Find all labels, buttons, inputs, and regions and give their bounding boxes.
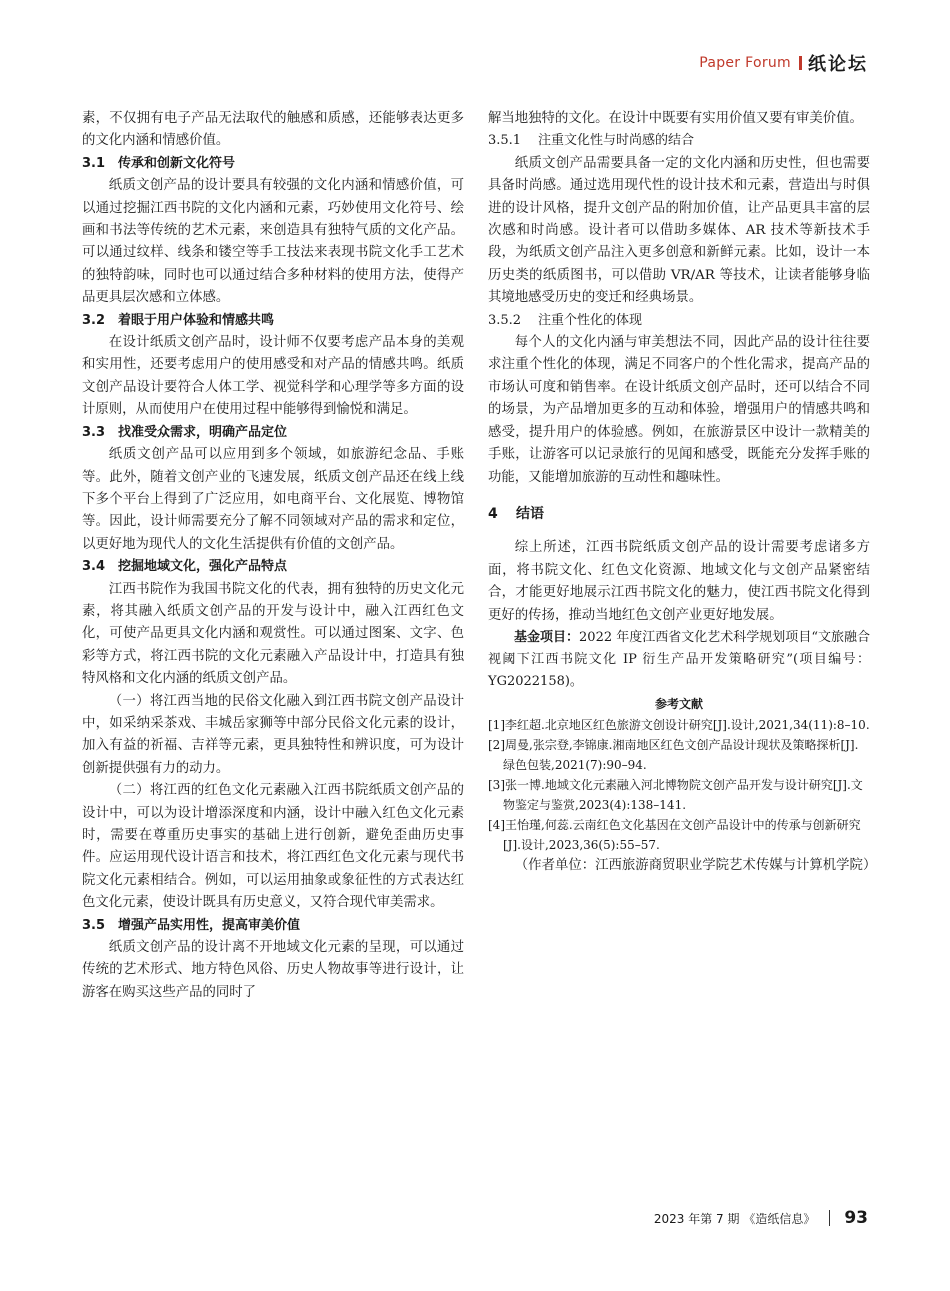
paragraph: 纸质文创产品需要具备一定的文化内涵和历史性，但也需要具备时尚感。通过选用现代性的设计技术和元素，营造出与时俱进的设计风格，提升文创产品的附加价值，让产品更具丰富的层次感和时尚感。设计者可以借助多媒体、AR 技术等新技术手段，为纸质文创产品注入更多创意和新鲜元素。比如，设计一本历史类的纸质图书，可以借助 VR/AR 等技术，让读者能够身临其境地感受历史的变迁和经典场景。 (488, 155, 870, 306)
header-brand-en: Paper Forum (699, 55, 791, 71)
section-heading-3-4 (82, 556, 464, 578)
journal-issue: 2023 年第 7 期 《造纸信息》 (653, 1211, 816, 1226)
section-number: 3.4 (82, 559, 106, 575)
section-heading-3-5 (82, 915, 464, 937)
fund-note (488, 627, 870, 693)
left-column (82, 108, 464, 1004)
section-heading-3-5-1 (488, 130, 870, 152)
paragraph: 综上所述，江西书院纸质文创产品的设计需要考虑诸多方面，将书院文化、红色文化资源、地域文化与文创产品紧密结合，才能更好地展示江西书院文化的魅力，使江西书院文化得到更好的传扬，推动当地红色文创产业更好地发展。 (488, 540, 870, 623)
section-heading-3-2 (82, 310, 464, 332)
paragraph: 纸质文创产品的设计离不开地域文化元素的呈现，可以通过传统的艺术形式、地方特色风俗、历史人物故事等进行设计，让游客在购买这些产品的同时了 (82, 940, 464, 1000)
section-heading-4 (488, 503, 870, 525)
reference-item: [1]李红超.北京地区红色旅游文创设计研究[J].设计,2021,34(11):8–10. (488, 718, 870, 733)
section-number: 3.5 (82, 917, 106, 933)
references-title: 参考文献 (654, 696, 703, 711)
section-heading-3-5-2 (488, 310, 870, 332)
section-title: 着眼于用户体验和情感共鸣 (118, 312, 275, 328)
section-title: 注重文化性与时尚感的结合 (538, 133, 695, 149)
section-number: 3.1 (82, 155, 106, 171)
section-number: 4 (488, 505, 498, 522)
paragraph: 在设计纸质文创产品时，设计师不仅要考虑产品本身的美观和实用性，还要考虑用户的使用感受和对产品的情感共鸣。纸质文创产品设计要符合人体工学、视觉科学和心理学等多方面的设计原则，从而使用户在使用过程中能够得到愉悦和满足。 (82, 335, 464, 418)
section-title: 找准受众需求，明确产品定位 (118, 424, 288, 440)
paragraph: 解当地独特的文化。在设计中既要有实用价值又要有审美价值。 (488, 111, 863, 126)
section-number: 3.3 (82, 424, 106, 440)
running-footer (654, 1207, 868, 1229)
section-heading-3-1 (82, 153, 464, 175)
header-brand-cn: 纸论坛 (808, 54, 868, 75)
paragraph: 纸质文创产品可以应用到多个领域，如旅游纪念品、手账等。此外，随着文创产业的飞速发展，纸质文创产品还在线上线下多个平台上得到了广泛应用，如电商平台、文化展览、博物馆等。因此，设计师需要充分了解不同领域对产品的需求和定位，以更好地为现代人的文化生活提供有价值的文创产品。 (82, 447, 464, 552)
section-title: 增强产品实用性，提高审美价值 (118, 917, 301, 933)
page-number: 93 (844, 1208, 868, 1228)
header-bar (799, 56, 802, 70)
right-column (488, 108, 877, 878)
section-heading-3-3 (82, 422, 464, 444)
paragraph: 素，不仅拥有电子产品无法取代的触感和质感，还能够表达更多的文化内涵和情感价值。 (82, 111, 464, 149)
reference-item: [4]王怡瑾,何蕊.云南红色文化基因在文创产品设计中的传承与创新研究[J].设计,2023,36(5):55–57. (488, 818, 861, 853)
reference-item: [3]张一博.地域文化元素融入河北博物院文创产品开发与设计研究[J].文物鉴定与鉴赏,2023(4):138–141. (488, 778, 863, 813)
reference-item: [2]周曼,张宗登,李锦康.湘南地区红色文创产品设计现状及策略探析[J].绿色包装,2021(7):90–94. (488, 738, 859, 773)
section-title: 注重个性化的体现 (538, 312, 643, 328)
paragraph: 纸质文创产品的设计要具有较强的文化内涵和情感价值，可以通过挖掘江西书院的文化内涵和元素，巧妙使用文化符号、绘画和书法等传统的艺术元素，来创造具有独特气质的文化产品。可以通过纹样、线条和镂空等手工技法来表现书院文化手工艺术的独特韵味，同时也可以通过结合多种材料的使用方法，使得产品更具层次感和立体感。 (82, 178, 464, 306)
author-affiliation: （作者单位：江西旅游商贸职业学院艺术传媒与计算机学院） (514, 858, 877, 874)
section-title: 挖掘地域文化，强化产品特点 (118, 559, 288, 575)
section-number: 3.5.1 (488, 133, 522, 149)
running-header (699, 50, 868, 76)
section-number: 3.5.2 (488, 312, 522, 328)
footer-divider (829, 1210, 830, 1226)
paragraph: 江西书院作为我国书院文化的代表，拥有独特的历史文化元素，将其融入纸质文创产品的开发与设计中，融入江西红色文化，可使产品更具文化内涵和观赏性。可以通过图案、文字、色彩等方式，将江西书院的文化元素融入产品设计中，打造具有独特风格和文化内涵的纸质文创产品。 (82, 581, 464, 687)
section-title: 结语 (516, 505, 544, 522)
paragraph: 每个人的文化内涵与审美想法不同，因此产品的设计往往要求注重个性化的体现，满足不同客户的个性化需求，提高产品的市场认可度和销售率。在设计纸质文创产品时，还可以结合不同的场景，为产品增加更多的互动和体验，增强用户的情感共鸣和感受，提升用户的体验感。例如，在旅游景区中设计一款精美的手账，让游客可以记录旅行的见闻和感受，既能充分发挥手账的功能，又能增加旅游的互动性和趣味性。 (488, 335, 870, 485)
section-number: 3.2 (82, 312, 106, 328)
section-title: 传承和创新文化符号 (118, 155, 236, 171)
fund-label: 基金项目： (514, 629, 580, 645)
paragraph: （一）将江西当地的民俗文化融入到江西书院文创产品设计中，如采纳采茶戏、丰城岳家狮等中部分民俗文化元素的设计，加入有益的祈福、吉祥等元素，更具独特性和辨识度，可为设计创新提供强有力的动力。 (82, 693, 464, 776)
fund-text: 2022 年度江西省文化艺术科学规划项目“文旅融合视阈下江西书院文化 IP 衍生产品开发策略研究”(项目编号：YG2022158)。 (488, 629, 870, 689)
paragraph: （二）将江西的红色文化元素融入江西书院纸质文创产品的设计中，可以为设计增添深度和内涵，设计中融入红色文化元素时，需要在尊重历史事实的基础上进行创新，避免歪曲历史事件。应运用现代设计语言和技术，将江西红色文化元素与现代书院文化元素相结合。例如，可以运用抽象或象征性的方式表达红色文化元素，使设计既具有历史意义，又符合现代审美需求。 (82, 783, 464, 911)
